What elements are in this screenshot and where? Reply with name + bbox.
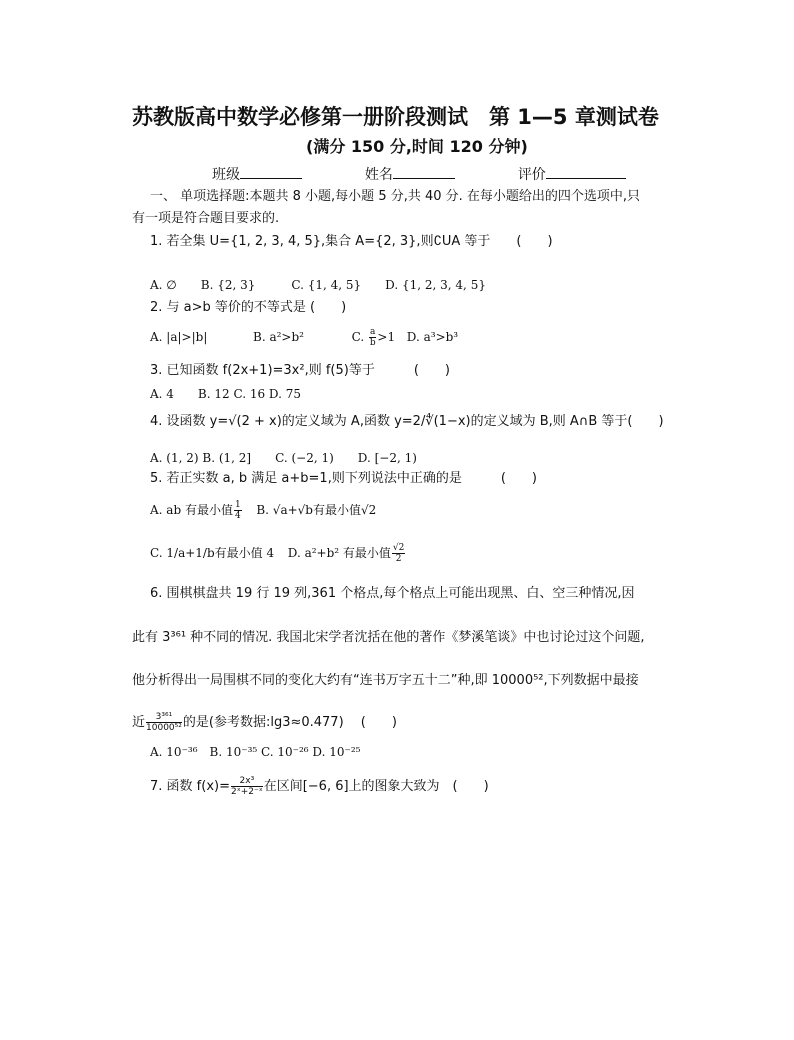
question-4-options: A. (1, 2) B. (1, 2] C. (−2, 1) D. [−2, 1) — [150, 451, 417, 465]
q2-option-c-label: C. — [351, 330, 365, 344]
question-6-line-2: 此有 3³⁶¹ 种不同的情况. 我国北宋学者沈括在他的著作《梦溪笔谈》中也讨论过这个问题, — [132, 630, 645, 645]
question-2-options — [150, 327, 458, 348]
question-6-options: A. 10⁻³⁶ B. 10⁻³⁵ C. 10⁻²⁶ D. 10⁻²⁵ — [150, 745, 361, 759]
q7-prefix: 7. 函数 f(x)= — [150, 779, 230, 794]
q7-suffix: 在区间[−6, 6]上的图象大致为 ( ) — [263, 779, 489, 794]
info-row — [212, 164, 626, 184]
q2-option-c-fraction: $\frac{a}{b}$ — [369, 327, 376, 348]
class-blank[interactable] — [240, 164, 302, 179]
q6-line4-suffix: 的是(参考数据:lg3≈0.477) ( ) — [182, 715, 397, 730]
question-6-line-3: 他分析得出一局围棋不同的变化大约有“连书万字五十二”种,即 10000⁵²,下列数据中最接 — [132, 673, 639, 688]
question-6-line-4 — [132, 712, 397, 733]
question-2: 2. 与 a>b 等价的不等式是 ( ) — [150, 300, 347, 315]
page-subtitle: (满分 150 分,时间 120 分钟) — [306, 137, 528, 156]
question-3: 3. 已知函数 f(2x+1)=3x²,则 f(5)等于 ( ) — [150, 363, 450, 378]
q5-option-d-fraction: $\frac{√2}{2}$ — [392, 543, 405, 564]
q5-option-c: 1/a+1/b有最小值 4 — [166, 546, 275, 560]
q5-option-d: D. a²+b² 有最小值 — [287, 546, 391, 560]
class-label: 班级 — [212, 167, 240, 183]
q2-option-d: D. a³>b³ — [406, 330, 459, 344]
q5-option-c-label: C. — [150, 546, 163, 560]
question-4: 4. 设函数 y=√(2 + x)的定义域为 A,函数 y=2/∜(1−x)的定义域为 B,则 A∩B 等于( ) — [150, 414, 664, 429]
grade-blank[interactable] — [546, 164, 626, 179]
question-7 — [150, 776, 489, 797]
question-5-options-cd — [150, 543, 406, 564]
question-5-options-ab — [150, 500, 376, 521]
q2-option-b: B. a²>b² — [253, 330, 304, 344]
section-heading: 一、 单项选择题:本题共 8 小题,每小题 5 分,共 40 分. 在每小题给出的四个选项中,只 — [150, 189, 641, 204]
section-heading-cont: 有一项是符合题目要求的. — [132, 211, 280, 226]
q6-line4-prefix: 近 — [132, 715, 146, 730]
q5-option-a-fraction: $\frac{1}{4}$ — [234, 500, 241, 521]
q2-option-a: A. |a|>|b| — [150, 330, 208, 344]
q6-fraction: $\frac{\text{3³⁶¹}}{\text{10000⁵²}}$ — [146, 712, 182, 733]
q5-option-b: B. √a+√b有最小值√2 — [256, 503, 377, 517]
page-title: 苏教版高中数学必修第一册阶段测试 第 1—5 章测试卷 — [132, 105, 659, 129]
q5-option-a: A. ab 有最小值 — [150, 503, 233, 517]
q2-option-c-tail: >1 — [377, 330, 396, 344]
grade-label: 评价 — [517, 167, 546, 183]
question-1: 1. 若全集 U={1, 2, 3, 4, 5},集合 A={2, 3},则∁UA 等于 ( ) — [150, 234, 553, 249]
question-3-options: A. 4 B. 12 C. 16 D. 75 — [150, 387, 302, 401]
q7-fraction: $\frac{\text{2x³}}{\text{2ˣ+2⁻ˣ}}$ — [230, 776, 263, 797]
name-label: 姓名 — [364, 167, 393, 183]
name-blank[interactable] — [393, 164, 455, 179]
question-1-options: A. ∅ B. {2, 3} C. {1, 4, 5} D. {1, 2, 3, 4, 5} — [150, 278, 486, 292]
question-5: 5. 若正实数 a, b 满足 a+b=1,则下列说法中正确的是 ( ) — [150, 471, 537, 486]
question-6-line-1: 6. 围棋棋盘共 19 行 19 列,361 个格点,每个格点上可能出现黑、白、空三种情况,因 — [150, 586, 635, 601]
